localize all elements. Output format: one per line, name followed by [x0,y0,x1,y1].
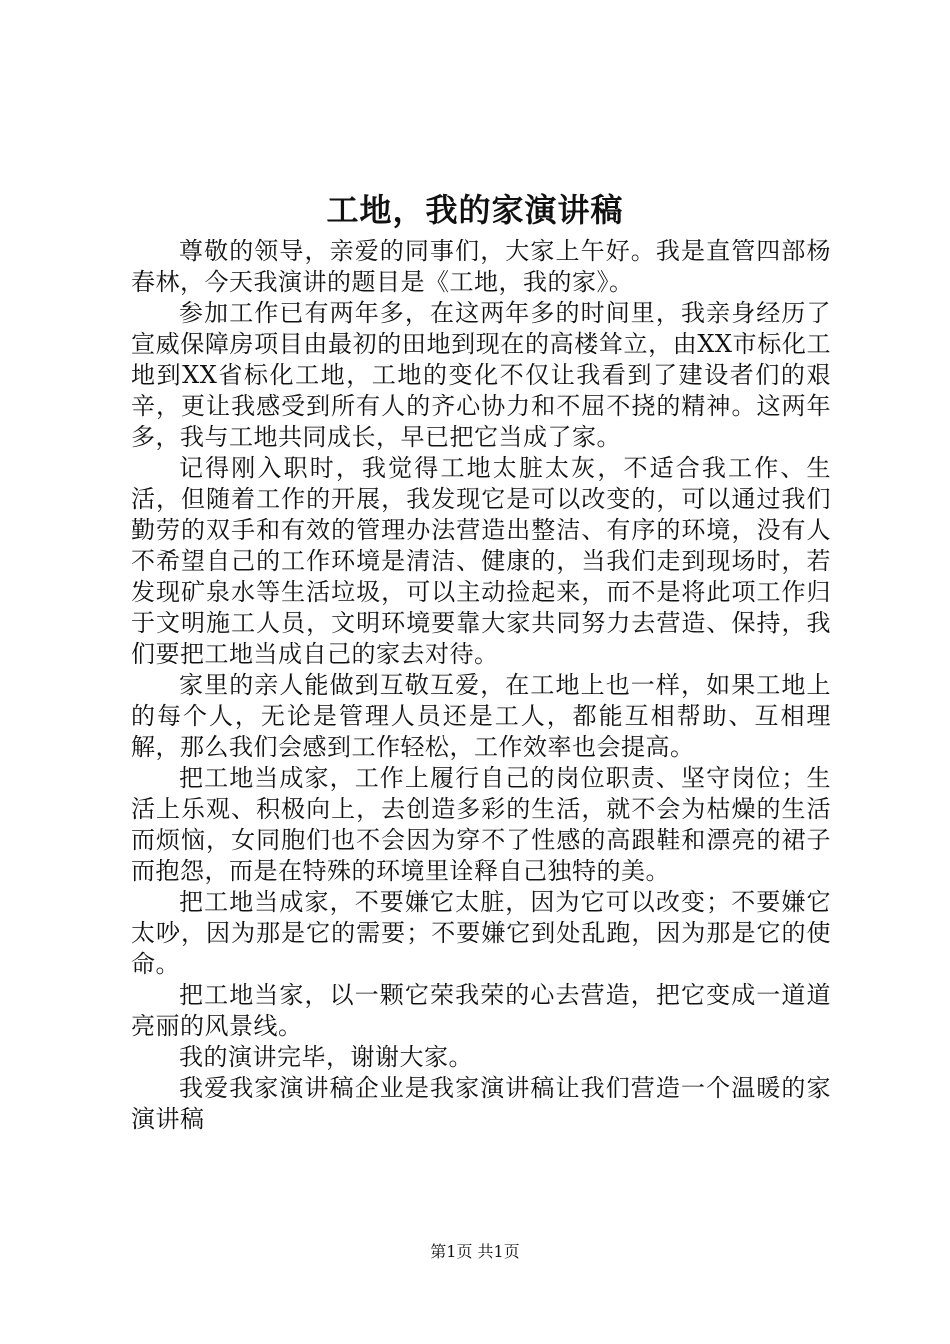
paragraph-first-job: 记得刚入职时，我觉得工地太脏太灰，不适合我工作、生活，但随着工作的开展，我发现它是可以改变的，可以通过我们勤劳的双手和有效的管理办法营造出整洁、有序的环境，没有人不希望自己的工作环境是清洁、健康的，当我们走到现场时，若发现矿泉水等生活垃圾，可以主动捡起来，而不是将此项工作归于文明施工人员，文明环境要靠大家共同努力去营造、保持，我们要把工地当成自己的家去对待。 [131,454,831,668]
page-footer: 第1页 共1页 [430,1242,520,1261]
paragraph-experience: 参加工作已有两年多，在这两年多的时间里，我亲身经历了宣威保障房项目由最初的田地到现在的高楼耸立，由XX市标化工地到XX省标化工地，工地的变化不仅让我看到了建设者们的艰辛，更让我感受到所有人的齐心协力和不屈不挠的精神。这两年多，我与工地共同成长，早已把它当成了家。 [131,299,831,451]
paragraph-family: 家里的亲人能做到互敬互爱，在工地上也一样，如果工地上的每个人，无论是管理人员还是工人，都能互相帮助、互相理解，那么我们会感到工作轻松，工作效率也会提高。 [131,671,831,761]
document-body [131,236,831,1135]
paragraph-greeting: 尊敬的领导，亲爱的同事们，大家上午好。我是直管四部杨春林，今天我演讲的题目是《工地，我的家》。 [131,237,831,296]
paragraph-scenery: 把工地当家，以一颗它荣我荣的心去营造，把它变成一道道亮丽的风景线。 [131,981,831,1040]
paragraph-work-life: 把工地当成家，工作上履行自己的岗位职责、坚守岗位；生活上乐观、积极向上，去创造多彩的生活，就不会为枯燥的生活而烦恼，女同胞们也不会因为穿不了性感的高跟鞋和漂亮的裙子而抱怨，而是在特殊的环境里诠释自己独特的美。 [131,764,831,885]
document-title: 工地，我的家演讲稿 [326,191,624,229]
paragraph-closing: 我的演讲完毕，谢谢大家。 [179,1043,473,1071]
paragraph-dont-dislike: 把工地当成家，不要嫌它太脏，因为它可以改变；不要嫌它太吵，因为那是它的需要；不要嫌它到处乱跑，因为那是它的使命。 [131,888,831,978]
paragraph-related: 我爱我家演讲稿企业是我家演讲稿让我们营造一个温暖的家演讲稿 [131,1074,831,1133]
